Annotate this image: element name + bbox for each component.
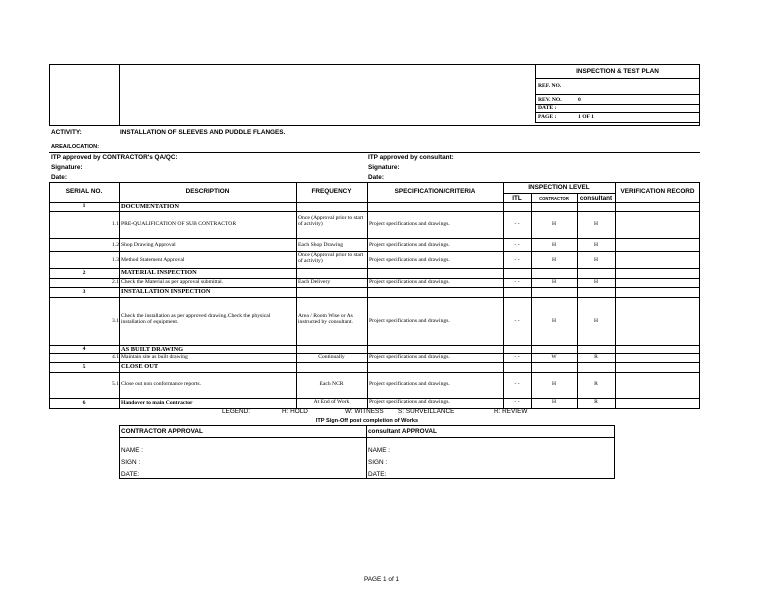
row-section-title: DOCUMENTATION [121,203,179,210]
row-description: Check the installation as per approved drawing.Check the physical installation of equipment. [121,313,271,326]
row-sub-number: 1.3 [112,257,119,263]
row-itl: - - [514,257,520,263]
row-contractor-level: W [551,354,557,360]
col-header-verification: VERIFICATION RECORD [620,188,695,195]
row-consultant-level: H [593,279,599,285]
contractor-signature-label: Signature: [51,164,83,171]
consultant-date-label: Date: [368,174,384,181]
inspection-level-underline [503,193,615,194]
row-frequency: At End of Work [313,399,350,405]
page-footer: PAGE 1 of 1 [364,576,400,583]
row-sub-number: 1.2 [112,242,119,248]
contractor-qaqc-label: ITP approved by CONTRACTOR's QA/QC: [51,154,178,161]
row-description: Maintain site as built drawing [121,354,188,360]
col-sep-desc [296,182,297,409]
row-sep [49,372,700,373]
page-value: 1 OF 1 [578,114,594,120]
col-header-description: DESCRIPTION [185,188,230,195]
row-description: Shop Drawing Approval [121,242,176,248]
header-divider-left [119,64,120,126]
row-sub-number: 5.1 [112,381,119,387]
consultant-approval-title: consultant APPROVAL [368,428,437,435]
date-label: DATE : [538,105,557,111]
row-section-title: AS BUILT DRAWING [121,346,184,353]
rev-no-value: 0 [578,97,581,103]
row-description: Close out non conformance reports. [121,381,202,387]
col-header-inspection-level: INSPECTION LEVEL [528,184,590,191]
consultant-signature-label: Signature: [368,164,400,171]
row-consultant-level: R [594,381,598,387]
row-serial: 1 [82,203,86,209]
col-header-itl: ITL [512,195,522,202]
row-spec: Project specifications and drawings. [369,221,450,227]
row-sub-number: 3.1 [112,318,119,324]
legend-surveillance: S: SURVEILLANCE [398,408,455,415]
row-serial: 2 [82,270,86,276]
row-spec: Project specifications and drawings. [369,318,450,324]
signoff-note: ITP Sign-Off post completion of Works [315,418,419,424]
row-sep [49,238,700,239]
header-line-title [535,78,700,79]
row-frequency: Each NCR [319,381,344,387]
header-line-rev [535,104,700,105]
row-section-title: MATERIAL INSPECTION [121,269,197,276]
row-itl: - - [514,242,520,248]
page-label: PAGE : [538,114,557,120]
contractor-name-label: NAME : [121,447,144,454]
contractor-approval-title: CONTRACTOR APPROVAL [121,428,203,435]
row-itl: - - [514,221,520,227]
rev-no-label: REV. NO. [538,97,562,103]
contractor-date-label: Date: [51,174,67,181]
col-sep-serial [119,182,120,409]
row-contractor-level: H [551,221,557,227]
row-consultant-level: R [594,354,598,360]
row-sep [49,297,700,298]
contractor-date-label: DATE: [121,471,140,478]
row-itl: - - [514,381,520,387]
row-description: PRE-QUALIFICATION OF SUB CONTRACTOR [121,221,237,227]
row-consultant-level: H [593,257,599,263]
bottom-approval-title-line [119,437,615,438]
row-frequency: Continually [318,354,345,360]
row-contractor-level: H [551,257,557,263]
row-spec: Project specifications and drawings. [369,257,450,263]
col-header-contractor: CONTRACTOR [539,196,569,201]
row-consultant-level: H [593,221,599,227]
contractor-sign-label: SIGN : [121,459,141,466]
area-location-label: AREA/LOCATION: [51,144,100,150]
consultant-date-label: DATE: [368,471,387,478]
row-spec: Project specifications and drawings. [369,354,450,360]
row-description: Check the Material as per approval submittal. [121,279,224,285]
row-serial: 5 [82,364,86,370]
row-serial: 6 [82,400,86,406]
approval-top-line [49,152,700,153]
row-spec: Project specifications and drawings. [369,279,450,285]
row-frequency: Once (Approval prior to start of activity) [298,215,364,228]
ref-no-label: REF. NO. [538,83,562,89]
row-frequency: Area / Room Wise or As instructed by consultant. [298,313,353,326]
row-contractor-level: H [551,242,557,248]
row-sub-number: 1.1 [112,221,119,227]
row-itl: - - [514,279,520,285]
bottom-approval-divider [366,425,367,479]
row-contractor-level: H [551,318,557,324]
legend-label: LEGEND: [222,408,251,415]
main-table-frame [49,182,700,409]
header-line-page [535,122,700,123]
row-spec: Project specifications and drawings. [369,381,450,387]
row-sub-number: 2.1 [112,279,119,285]
legend-hold: H: HOLD [282,408,308,415]
row-sub-number: 4.1 [112,354,119,360]
row-spec: Project specifications and drawings. [369,399,450,405]
legend-witness: W: WITNESS [345,408,384,415]
row-section-title: INSTALLATION INSPECTION [121,288,211,295]
col-sep-freq [367,182,368,409]
legend-review: R: REVIEW [494,408,528,415]
row-description: Method Statement Approval [121,257,185,263]
row-consultant-level: R [594,399,598,405]
col-header-spec: SPECIFICATION/CRITERIA [394,188,476,195]
row-section-title: CLOSE OUT [121,363,159,370]
row-sep [49,251,700,252]
row-serial: 3 [82,289,86,295]
row-consultant-level: H [593,318,599,324]
col-header-frequency: FREQUENCY [311,188,352,195]
document-title: INSPECTION & TEST PLAN [576,68,659,75]
col-sep-spec [503,182,504,409]
col-header-consultant: consultant [579,195,613,202]
header-line-ref [535,94,700,95]
activity-label: ACTIVITY: [51,129,82,136]
row-description: Handover to main Contractor [121,400,193,406]
row-frequency: Each Delivery [298,279,331,285]
row-itl: - - [514,318,520,324]
col-header-serial: SERIAL NO. [65,188,103,195]
row-consultant-level: H [593,242,599,248]
row-frequency: Once (Approval prior to start of activity) [298,252,364,265]
col-sep-consultant [615,182,616,409]
row-serial: 4 [82,346,86,352]
header-line-date [535,112,700,113]
consultant-sign-label: SIGN : [368,459,388,466]
consultant-name-label: NAME : [368,447,391,454]
row-sep [49,211,700,212]
row-contractor-level: H [551,399,557,405]
row-itl: - - [514,354,520,360]
row-spec: Project specifications and drawings. [369,242,450,248]
consultant-approval-label: ITP approved by consultant: [368,154,454,161]
activity-value: INSTALLATION OF SLEEVES AND PUDDLE FLANGES. [120,129,286,136]
row-frequency: Each Shop Drawing [298,242,344,248]
row-contractor-level: H [551,381,557,387]
row-contractor-level: H [551,279,557,285]
row-itl: - - [514,399,520,405]
